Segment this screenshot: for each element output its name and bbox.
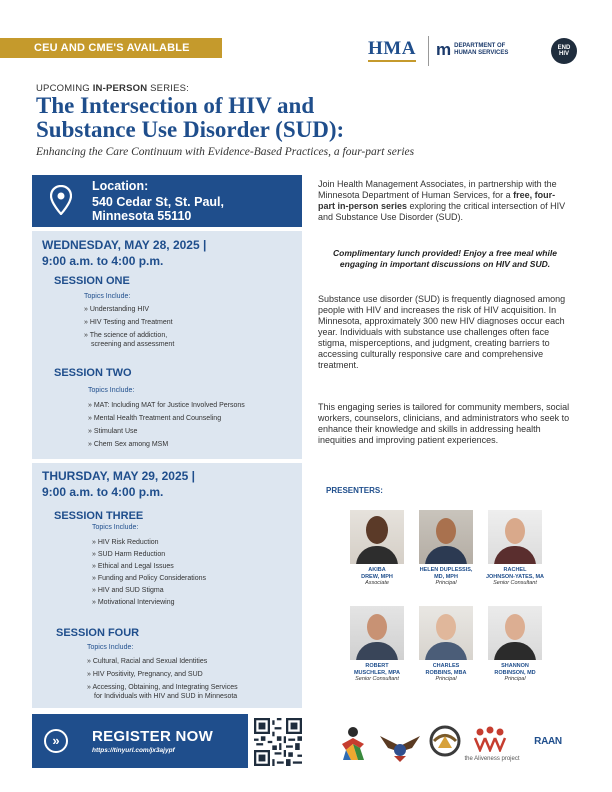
intro-text-b: exploring the critical intersection of HIV and Substance Use Disorder (SUD). [318,201,566,222]
day-two-date [42,468,195,500]
partner-logo-figure-icon [338,724,368,764]
presenter-name-line1: ROBERT [365,663,389,669]
day-one-date-line1: WEDNESDAY, MAY 28, 2025 | [42,238,207,252]
topic-item: » HIV and SUD Stigma [92,586,206,595]
mn-dhs-logo [436,40,508,60]
topic-item: » SUD Harm Reduction [92,550,206,559]
session-three-topics [92,524,206,607]
qr-code-icon[interactable] [254,718,302,766]
topic-item: » Funding and Policy Considerations [92,574,206,583]
lunch-callout: Complimentary lunch provided! Enjoy a free meal while engaging in important discussions on HIV and SUD. [333,248,557,269]
presenter-photo [419,510,473,564]
presenter-photo [350,510,404,564]
day-two-panel [32,463,302,708]
eyebrow-prefix: UPCOMING [36,83,93,94]
intro-text-bold: free, four-part in-person series [318,190,556,211]
presenter-name [344,663,410,676]
topic-item: » MAT: Including MAT for Justice Involved Persons [88,401,245,410]
page-title [36,94,344,142]
title-line-1: The Intersection of HIV and [36,93,315,118]
session-one-topics [84,293,174,349]
raan-logo: RAAN [534,736,562,747]
partner-logo-aliveness-icon [470,726,510,752]
presenter-card [413,510,479,587]
presenter-name-line1: CHARLES [432,663,460,669]
sud-paragraph: Substance use disorder (SUD) is frequently diagnosed among people with HIV and increases the risk of HIV acquisition. In Minnesota, approximately 300 new HIV diagnoses occur each year. Individuals with substance use challenges often face stigma, misperceptions, and judgment, creating barriers to accessing culturally responsive care and comprehensive treatment. [318,294,566,370]
presenter-card [482,510,548,587]
presenter-name [344,567,410,580]
presenters-heading: PRESENTERS: [326,486,383,495]
eyebrow-bold: IN-PERSON [92,83,148,94]
presenter-name-line2: ROBBINS, MBA [425,669,467,676]
location-label: Location: [92,179,149,193]
intro-paragraph [318,179,572,223]
presenter-photo [488,510,542,564]
topic-item-continued: screening and assessment [91,341,175,348]
address-line-2: Minnesota 55110 [92,209,192,223]
session-two-title: SESSION TWO [54,367,132,379]
presenter-name [413,567,479,580]
topic-item: » HIV Positivity, Pregnancy, and SUD [87,670,238,679]
topic-item: » HIV Testing and Treatment [84,318,174,327]
day-two-date-line1: THURSDAY, MAY 29, 2025 | [42,469,195,483]
topic-item: » The science of addiction, [84,331,174,340]
topics-label: Topics Include: [84,293,131,300]
page-subtitle: Enhancing the Care Continuum with Evidence-Based Practices, a four-part series [36,146,415,158]
intro-text-a: Join Health Management Associates, in partnership with the Minnesota Department of Human Services, for a [318,179,557,200]
mn-dhs-mark: m [436,40,451,59]
presenter-name-line2: ROBINSON, MD [494,669,536,676]
presenter-name-line2: JOHNSON-YATES, MA [485,573,545,580]
presenter-photo [350,606,404,660]
register-url[interactable]: https://tinyurl.com/jx3ajypf [92,747,175,754]
presenter-name-line1: SHANNON [501,663,529,669]
partner-logo-circle-icon [428,724,462,762]
register-title: REGISTER NOW [92,728,214,745]
presenter-role: Associate [365,580,389,586]
presenter-photo [419,606,473,660]
presenter-name-line1: HELEN DUPLESSIS, [419,567,473,573]
mn-dhs-text [454,43,508,57]
double-chevron-icon: » [44,729,68,753]
day-one-date [42,237,206,269]
topic-item: » HIV Risk Reduction [92,538,206,547]
map-pin-icon [50,185,72,215]
presenter-role: Senior Consultant [355,676,399,682]
end-hiv-logo [551,38,577,64]
aliveness-project-logo: the Aliveness project [464,756,520,762]
session-four-title: SESSION FOUR [56,627,140,639]
topic-item: » Chem Sex among MSM [88,440,245,449]
topic-item: » Ethical and Legal Issues [92,562,206,571]
logo-divider [428,36,429,66]
presenter-name-line1: AKIBA [368,567,386,573]
topic-item: » Mental Health Treatment and Counseling [88,414,245,423]
topics-label: Topics Include: [88,387,135,394]
topic-item: » Motivational Interviewing [92,598,206,607]
presenter-name [482,567,548,580]
partner-logo-eagle-icon [378,730,422,764]
presenter-name-line2: MUSCHLER, MPA [353,669,401,676]
mn-dhs-text-line2: HUMAN SERVICES [454,50,509,56]
presenter-name-line2: MD, MPH [434,573,458,580]
day-one-time: 9:00 a.m. to 4:00 p.m. [42,254,164,268]
end-hiv-text-line2: HIV [558,51,569,57]
topic-item: » Stimulant Use [88,427,245,436]
hma-logo-underline [368,60,416,62]
presenter-card [482,606,548,683]
presenter-photo [488,606,542,660]
topic-item: » Cultural, Racial and Sexual Identities [87,657,238,666]
eyebrow-suffix: SERIES: [147,83,190,94]
presenter-role: Senior Consultant [493,580,537,586]
title-line-2: Substance Use Disorder (SUD): [36,117,345,142]
presenter-name-line2: DREW, MPH [361,573,393,580]
presenter-name [413,663,479,676]
ceu-cme-banner: CEU AND CME'S AVAILABLE [0,38,222,58]
presenter-name [482,663,548,676]
register-now-button[interactable] [32,714,248,768]
session-one-title: SESSION ONE [54,275,130,287]
location-box [32,175,302,227]
presenter-role: Principal [504,676,526,682]
day-two-time: 9:00 a.m. to 4:00 p.m. [42,485,164,499]
session-four-topics [87,644,238,701]
end-hiv-text-line1: END [557,45,571,51]
presenter-card [344,606,410,683]
presenter-name-line1: RACHEL [503,567,527,573]
session-two-topics [88,387,245,449]
day-one-panel [32,231,302,459]
presenter-card [413,606,479,683]
topic-item-continued: for Individuals with HIV and SUD in Minnesota [94,693,238,700]
topics-label: Topics Include: [87,644,134,651]
audience-paragraph: This engaging series is tailored for community members, social workers, counselors, clinicians, and administrators who seek to enhance their knowledge and skills in addressing health inequities and improving patient experiences. [318,402,570,445]
topic-item: » Understanding HIV [84,305,174,314]
session-three-title: SESSION THREE [54,510,144,522]
presenter-role: Principal [435,676,457,682]
address-line-1: 540 Cedar St, St. Paul, [92,195,224,209]
location-address [92,195,224,223]
hma-logo: HMA [368,38,416,59]
mn-dhs-text-line1: DEPARTMENT OF [454,43,506,49]
topic-item: » Accessing, Obtaining, and Integrating Services [87,683,238,692]
presenter-role: Principal [435,580,457,586]
presenter-card [344,510,410,587]
topics-label: Topics Include: [92,524,139,531]
